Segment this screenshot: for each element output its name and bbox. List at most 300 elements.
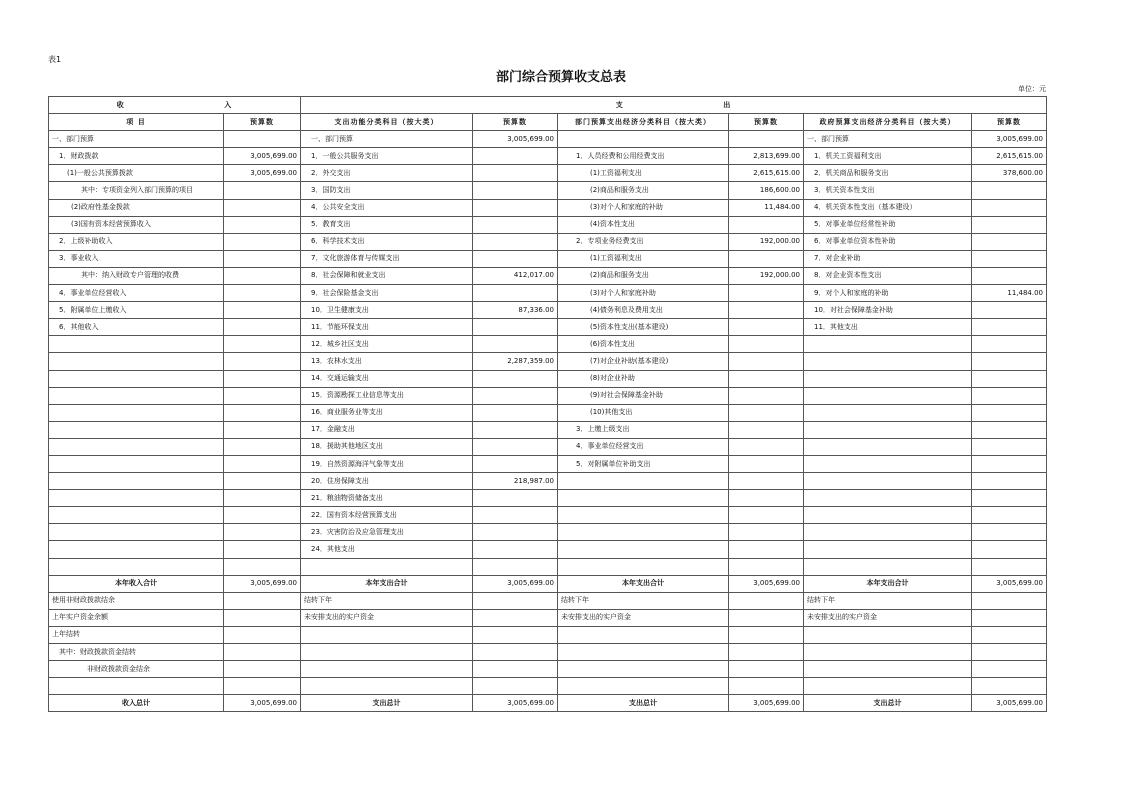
cell-gov-econ-item: 9．对个人和家庭的补助: [804, 285, 972, 302]
cell-dept-econ-item: (5)资本性支出(基本建设): [558, 319, 729, 336]
cell-income-item: 上年结转: [49, 626, 224, 643]
table-row: [49, 592, 1047, 609]
table-row: [49, 319, 1047, 336]
cell-function-item: 支出总计: [301, 695, 473, 712]
column-header-budget: 预算数: [224, 114, 301, 131]
cell-income-item: [49, 387, 224, 404]
cell-income-item: 6．其他收入: [49, 319, 224, 336]
cell-dept-econ-budget: [729, 370, 804, 387]
cell-function-item: 7．文化旅游体育与传媒支出: [301, 250, 473, 267]
cell-function-item: 4．公共安全支出: [301, 199, 473, 216]
table-row: [49, 131, 1047, 148]
cell-dept-econ-budget: 3,005,699.00: [729, 575, 804, 592]
cell-function-budget: [473, 507, 558, 524]
cell-dept-econ-item: [558, 626, 729, 643]
cell-gov-econ-item: [804, 336, 972, 353]
column-header-dept-econ-class: 部门预算支出经济分类科目（按大类）: [558, 114, 729, 131]
cell-dept-econ-budget: 186,600.00: [729, 182, 804, 199]
table-row: [49, 678, 1047, 695]
table-row: [49, 626, 1047, 643]
cell-income-item: [49, 490, 224, 507]
cell-function-budget: [473, 438, 558, 455]
cell-dept-econ-item: (2)商品和服务支出: [558, 267, 729, 284]
cell-income-budget: [224, 336, 301, 353]
cell-dept-econ-budget: [729, 524, 804, 541]
cell-function-budget: [473, 387, 558, 404]
cell-function-budget: [473, 285, 558, 302]
cell-dept-econ-budget: [729, 507, 804, 524]
cell-income-budget: [224, 302, 301, 319]
cell-gov-econ-item: 3．机关资本性支出: [804, 182, 972, 199]
cell-dept-econ-budget: [729, 353, 804, 370]
table-row: [49, 199, 1047, 216]
cell-function-budget: 2,287,359.00: [473, 353, 558, 370]
cell-dept-econ-budget: [729, 661, 804, 678]
cell-function-item: [301, 678, 473, 695]
cell-income-budget: [224, 131, 301, 148]
cell-function-item: 19．自然资源海洋气象等支出: [301, 455, 473, 472]
cell-gov-econ-item: 4．机关资本性支出（基本建设）: [804, 199, 972, 216]
cell-dept-econ-item: (10)其他支出: [558, 404, 729, 421]
cell-gov-econ-budget: [972, 524, 1047, 541]
cell-dept-econ-budget: [729, 455, 804, 472]
cell-dept-econ-item: (1)工资福利支出: [558, 250, 729, 267]
cell-income-budget: [224, 319, 301, 336]
cell-function-item: 未安排支出的实户资金: [301, 609, 473, 626]
column-header-function-class: 支出功能分类科目（按大类）: [301, 114, 473, 131]
cell-function-budget: [473, 558, 558, 575]
cell-income-item: 其中：专项资金列入部门预算的项目: [49, 182, 224, 199]
cell-function-item: 10．卫生健康支出: [301, 302, 473, 319]
cell-dept-econ-budget: [729, 216, 804, 233]
table-row: [49, 404, 1047, 421]
cell-gov-econ-item: [804, 421, 972, 438]
cell-gov-econ-budget: [972, 438, 1047, 455]
cell-income-budget: [224, 438, 301, 455]
cell-dept-econ-item: [558, 131, 729, 148]
cell-gov-econ-item: [804, 524, 972, 541]
cell-income-budget: [224, 609, 301, 626]
cell-function-item: 15．资源勘探工业信息等支出: [301, 387, 473, 404]
cell-income-budget: [224, 404, 301, 421]
table-row: [49, 370, 1047, 387]
cell-function-budget: [473, 524, 558, 541]
cell-gov-econ-budget: [972, 250, 1047, 267]
cell-dept-econ-budget: 3,005,699.00: [729, 695, 804, 712]
cell-function-budget: [473, 233, 558, 250]
cell-income-budget: 3,005,699.00: [224, 148, 301, 165]
cell-gov-econ-budget: 3,005,699.00: [972, 575, 1047, 592]
cell-function-budget: [473, 404, 558, 421]
cell-income-item: 非财政拨款资金结余: [49, 661, 224, 678]
cell-income-item: 5．附属单位上缴收入: [49, 302, 224, 319]
cell-gov-econ-item: 10．对社会保障基金补助: [804, 302, 972, 319]
cell-function-item: 结转下年: [301, 592, 473, 609]
cell-gov-econ-item: [804, 558, 972, 575]
cell-gov-econ-budget: [972, 541, 1047, 558]
table-row: [49, 233, 1047, 250]
cell-gov-econ-item: 7．对企业补助: [804, 250, 972, 267]
cell-function-budget: [473, 370, 558, 387]
cell-gov-econ-item: [804, 541, 972, 558]
cell-function-budget: [473, 199, 558, 216]
cell-gov-econ-item: 结转下年: [804, 592, 972, 609]
cell-income-budget: [224, 558, 301, 575]
cell-function-item: 24．其他支出: [301, 541, 473, 558]
column-header-budget: 预算数: [972, 114, 1047, 131]
cell-dept-econ-budget: [729, 302, 804, 319]
cell-function-item: 16．商业服务业等支出: [301, 404, 473, 421]
cell-dept-econ-budget: [729, 644, 804, 661]
cell-income-item: [49, 336, 224, 353]
cell-function-budget: [473, 421, 558, 438]
cell-income-item: [49, 541, 224, 558]
cell-gov-econ-budget: [972, 370, 1047, 387]
cell-gov-econ-item: [804, 490, 972, 507]
cell-gov-econ-budget: [972, 387, 1047, 404]
cell-income-item: [49, 353, 224, 370]
table-row: [49, 285, 1047, 302]
cell-dept-econ-budget: [729, 609, 804, 626]
cell-dept-econ-item: (4)资本性支出: [558, 216, 729, 233]
cell-gov-econ-item: 一、部门预算: [804, 131, 972, 148]
cell-gov-econ-item: [804, 626, 972, 643]
cell-function-budget: [473, 626, 558, 643]
cell-gov-econ-item: [804, 455, 972, 472]
cell-gov-econ-budget: [972, 199, 1047, 216]
cell-dept-econ-budget: [729, 541, 804, 558]
cell-income-budget: [224, 626, 301, 643]
cell-dept-econ-budget: [729, 285, 804, 302]
cell-function-item: [301, 644, 473, 661]
cell-dept-econ-item: (4)债务利息及费用支出: [558, 302, 729, 319]
expense-group-header: 支 出: [301, 97, 1047, 114]
cell-function-item: 12．城乡社区支出: [301, 336, 473, 353]
cell-dept-econ-budget: [729, 592, 804, 609]
cell-gov-econ-item: [804, 473, 972, 490]
cell-dept-econ-budget: 192,000.00: [729, 233, 804, 250]
cell-function-budget: [473, 182, 558, 199]
cell-gov-econ-budget: [972, 182, 1047, 199]
cell-gov-econ-item: 未安排支出的实户资金: [804, 609, 972, 626]
cell-function-item: [301, 558, 473, 575]
cell-gov-econ-item: [804, 661, 972, 678]
table-number-label: 表1: [48, 55, 62, 64]
income-group-header: 收 入: [49, 97, 301, 114]
cell-function-item: 5．教育支出: [301, 216, 473, 233]
table-row: [49, 165, 1047, 182]
cell-income-item: 4．事业单位经营收入: [49, 285, 224, 302]
cell-dept-econ-item: [558, 490, 729, 507]
cell-dept-econ-item: [558, 507, 729, 524]
cell-function-item: 1．一般公共服务支出: [301, 148, 473, 165]
budget-summary-table: [48, 96, 1047, 712]
column-header-budget: 预算数: [729, 114, 804, 131]
cell-gov-econ-budget: [972, 609, 1047, 626]
table-row: [49, 558, 1047, 575]
cell-function-budget: [473, 678, 558, 695]
cell-dept-econ-item: (3)对个人和家庭补助: [558, 285, 729, 302]
cell-function-item: 本年支出合计: [301, 575, 473, 592]
cell-income-budget: 3,005,699.00: [224, 575, 301, 592]
cell-dept-econ-budget: [729, 319, 804, 336]
cell-income-item: (3)国有资本经营预算收入: [49, 216, 224, 233]
table-row: [49, 644, 1047, 661]
cell-function-budget: 3,005,699.00: [473, 695, 558, 712]
cell-income-budget: [224, 387, 301, 404]
cell-function-budget: [473, 319, 558, 336]
cell-gov-econ-budget: [972, 302, 1047, 319]
table-row: [49, 438, 1047, 455]
cell-gov-econ-item: [804, 370, 972, 387]
cell-gov-econ-budget: [972, 558, 1047, 575]
cell-function-budget: 87,336.00: [473, 302, 558, 319]
cell-function-budget: [473, 148, 558, 165]
cell-dept-econ-budget: [729, 490, 804, 507]
cell-dept-econ-item: 支出总计: [558, 695, 729, 712]
column-header-row: [49, 114, 1047, 131]
cell-income-item: 3．事业收入: [49, 250, 224, 267]
cell-income-budget: [224, 524, 301, 541]
cell-function-item: [301, 661, 473, 678]
cell-function-item: 13．农林水支出: [301, 353, 473, 370]
cell-function-budget: [473, 592, 558, 609]
table-row: [49, 216, 1047, 233]
cell-income-item: [49, 404, 224, 421]
cell-gov-econ-budget: 3,005,699.00: [972, 131, 1047, 148]
cell-function-item: 22．国有资本经营预算支出: [301, 507, 473, 524]
cell-function-item: 2．外交支出: [301, 165, 473, 182]
cell-income-budget: [224, 644, 301, 661]
cell-gov-econ-item: 6．对事业单位资本性补助: [804, 233, 972, 250]
cell-income-budget: [224, 182, 301, 199]
cell-gov-econ-item: 支出总计: [804, 695, 972, 712]
cell-income-item: 收入总计: [49, 695, 224, 712]
cell-income-budget: [224, 233, 301, 250]
cell-gov-econ-item: 1．机关工资福利支出: [804, 148, 972, 165]
cell-dept-econ-budget: 192,000.00: [729, 267, 804, 284]
cell-gov-econ-budget: [972, 216, 1047, 233]
cell-gov-econ-budget: [972, 507, 1047, 524]
cell-gov-econ-budget: [972, 267, 1047, 284]
cell-income-item: (2)政府性基金拨款: [49, 199, 224, 216]
cell-gov-econ-budget: [972, 661, 1047, 678]
cell-gov-econ-budget: [972, 336, 1047, 353]
cell-function-budget: [473, 644, 558, 661]
table-row: [49, 387, 1047, 404]
cell-function-item: 14．交通运输支出: [301, 370, 473, 387]
cell-function-item: 11．节能环保支出: [301, 319, 473, 336]
cell-gov-econ-budget: [972, 233, 1047, 250]
cell-gov-econ-budget: [972, 455, 1047, 472]
cell-function-budget: [473, 609, 558, 626]
cell-dept-econ-item: 未安排支出的实户资金: [558, 609, 729, 626]
cell-gov-econ-budget: [972, 319, 1047, 336]
cell-function-item: 8．社会保障和就业支出: [301, 267, 473, 284]
cell-income-item: 上年实户资金余额: [49, 609, 224, 626]
cell-dept-econ-item: (6)资本性支出: [558, 336, 729, 353]
cell-income-item: (1)一般公共预算拨款: [49, 165, 224, 182]
cell-income-budget: [224, 267, 301, 284]
cell-gov-econ-item: [804, 387, 972, 404]
cell-dept-econ-item: (9)对社会保障基金补助: [558, 387, 729, 404]
cell-dept-econ-item: [558, 541, 729, 558]
cell-income-budget: [224, 541, 301, 558]
cell-income-budget: [224, 507, 301, 524]
cell-gov-econ-budget: 11,484.00: [972, 285, 1047, 302]
cell-dept-econ-item: [558, 644, 729, 661]
cell-dept-econ-budget: [729, 336, 804, 353]
cell-income-budget: [224, 661, 301, 678]
cell-function-budget: [473, 541, 558, 558]
cell-function-item: 18．援助其他地区支出: [301, 438, 473, 455]
cell-gov-econ-item: [804, 644, 972, 661]
cell-income-budget: [224, 250, 301, 267]
cell-function-budget: [473, 455, 558, 472]
cell-dept-econ-budget: [729, 678, 804, 695]
cell-gov-econ-budget: 2,615,615.00: [972, 148, 1047, 165]
cell-function-item: 3．国防支出: [301, 182, 473, 199]
table-row: [49, 507, 1047, 524]
cell-gov-econ-item: [804, 507, 972, 524]
cell-dept-econ-budget: [729, 473, 804, 490]
table-row: [49, 661, 1047, 678]
cell-dept-econ-budget: [729, 250, 804, 267]
cell-function-budget: 412,017.00: [473, 267, 558, 284]
cell-gov-econ-budget: [972, 678, 1047, 695]
cell-function-budget: [473, 490, 558, 507]
cell-function-budget: 3,005,699.00: [473, 131, 558, 148]
cell-gov-econ-item: [804, 353, 972, 370]
cell-function-item: 20．住房保障支出: [301, 473, 473, 490]
cell-gov-econ-budget: [972, 404, 1047, 421]
cell-gov-econ-budget: [972, 490, 1047, 507]
table-row: [49, 455, 1047, 472]
table-row: [49, 148, 1047, 165]
cell-dept-econ-item: (8)对企业补助: [558, 370, 729, 387]
cell-function-item: 21．粮油物资储备支出: [301, 490, 473, 507]
cell-dept-econ-budget: 2,813,699.00: [729, 148, 804, 165]
cell-income-item: [49, 558, 224, 575]
cell-gov-econ-item: 11．其他支出: [804, 319, 972, 336]
cell-income-item: 本年收入合计: [49, 575, 224, 592]
cell-gov-econ-budget: 378,600.00: [972, 165, 1047, 182]
cell-income-item: [49, 524, 224, 541]
table-row: [49, 490, 1047, 507]
column-header-gov-econ-class: 政府预算支出经济分类科目（按大类）: [804, 114, 972, 131]
cell-dept-econ-item: [558, 661, 729, 678]
table-row: [49, 353, 1047, 370]
cell-income-item: 一、部门预算: [49, 131, 224, 148]
cell-function-item: 6．科学技术支出: [301, 233, 473, 250]
cell-dept-econ-budget: 11,484.00: [729, 199, 804, 216]
table-row: [49, 541, 1047, 558]
cell-gov-econ-budget: [972, 353, 1047, 370]
cell-gov-econ-budget: 3,005,699.00: [972, 695, 1047, 712]
cell-income-item: 其中：财政拨款资金结转: [49, 644, 224, 661]
cell-dept-econ-item: (3)对个人和家庭的补助: [558, 199, 729, 216]
cell-income-item: [49, 438, 224, 455]
cell-income-budget: [224, 473, 301, 490]
cell-gov-econ-item: 本年支出合计: [804, 575, 972, 592]
cell-gov-econ-item: [804, 404, 972, 421]
cell-income-item: [49, 507, 224, 524]
cell-income-item: [49, 421, 224, 438]
cell-income-item: 其中：纳入财政专户管理的收费: [49, 267, 224, 284]
cell-gov-econ-item: [804, 678, 972, 695]
cell-income-budget: [224, 678, 301, 695]
cell-function-item: 17．金融支出: [301, 421, 473, 438]
cell-function-item: 23．灾害防治及应急管理支出: [301, 524, 473, 541]
table-row: [49, 336, 1047, 353]
cell-income-budget: [224, 353, 301, 370]
cell-function-budget: [473, 250, 558, 267]
cell-income-budget: [224, 421, 301, 438]
cell-income-budget: [224, 490, 301, 507]
cell-gov-econ-budget: [972, 644, 1047, 661]
table-row: [49, 250, 1047, 267]
cell-dept-econ-item: 3．上缴上级支出: [558, 421, 729, 438]
table-row: [49, 267, 1047, 284]
cell-dept-econ-item: (2)商品和服务支出: [558, 182, 729, 199]
cell-function-budget: [473, 661, 558, 678]
cell-function-budget: 218,987.00: [473, 473, 558, 490]
cell-gov-econ-budget: [972, 473, 1047, 490]
cell-dept-econ-budget: [729, 626, 804, 643]
cell-dept-econ-item: 本年支出合计: [558, 575, 729, 592]
cell-income-item: 2．上级补助收入: [49, 233, 224, 250]
table-row: [49, 473, 1047, 490]
cell-function-budget: 3,005,699.00: [473, 575, 558, 592]
unit-label: 单位：元: [1018, 85, 1046, 93]
cell-income-budget: [224, 592, 301, 609]
group-header-row: [49, 97, 1047, 114]
cell-dept-econ-budget: [729, 558, 804, 575]
cell-function-item: 一、部门预算: [301, 131, 473, 148]
column-header-item: 项 目: [49, 114, 224, 131]
cell-function-item: [301, 626, 473, 643]
cell-dept-econ-item: 结转下年: [558, 592, 729, 609]
cell-income-budget: 3,005,699.00: [224, 695, 301, 712]
cell-dept-econ-item: [558, 524, 729, 541]
cell-income-budget: [224, 199, 301, 216]
cell-dept-econ-item: [558, 473, 729, 490]
cell-gov-econ-budget: [972, 626, 1047, 643]
table-row: [49, 421, 1047, 438]
cell-dept-econ-budget: 2,615,615.00: [729, 165, 804, 182]
cell-income-item: 使用非财政拨款结余: [49, 592, 224, 609]
cell-dept-econ-budget: [729, 404, 804, 421]
cell-income-item: [49, 455, 224, 472]
cell-dept-econ-item: [558, 558, 729, 575]
column-header-budget: 预算数: [473, 114, 558, 131]
cell-dept-econ-item: 4．事业单位经营支出: [558, 438, 729, 455]
cell-income-item: [49, 370, 224, 387]
cell-gov-econ-item: 5．对事业单位经常性补助: [804, 216, 972, 233]
grand-total-row: [49, 695, 1047, 712]
cell-gov-econ-item: 2．机关商品和服务支出: [804, 165, 972, 182]
table-row: [49, 182, 1047, 199]
cell-dept-econ-budget: [729, 421, 804, 438]
cell-gov-econ-item: [804, 438, 972, 455]
table-row: [49, 524, 1047, 541]
cell-function-budget: [473, 336, 558, 353]
table-row: [49, 609, 1047, 626]
cell-dept-econ-budget: [729, 131, 804, 148]
cell-income-budget: [224, 285, 301, 302]
cell-dept-econ-item: (1)工资福利支出: [558, 165, 729, 182]
cell-dept-econ-budget: [729, 387, 804, 404]
